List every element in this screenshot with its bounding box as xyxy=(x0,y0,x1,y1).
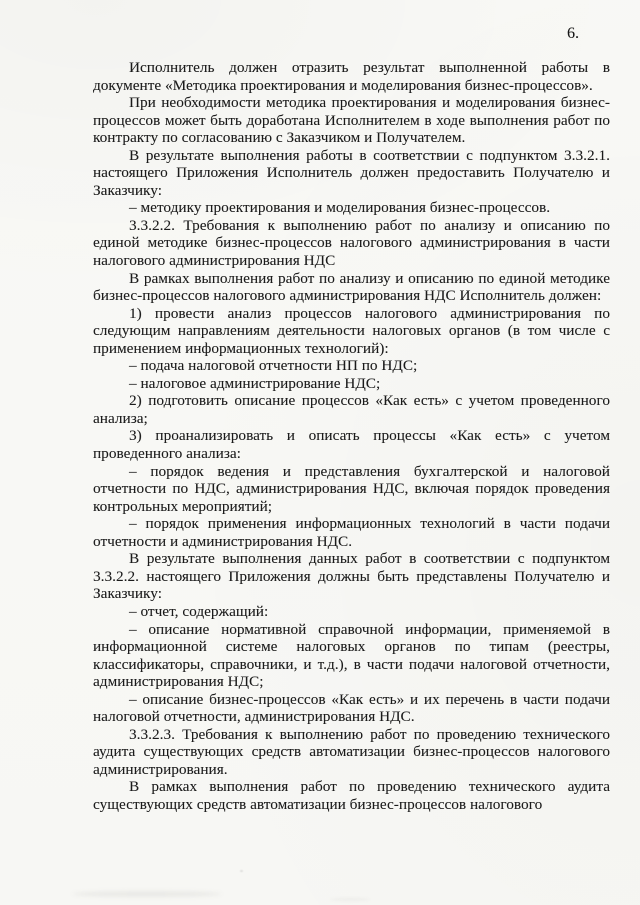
paragraph: 3.3.2.3. Требования к выполнению работ по проведению технического аудита существующих средств автоматизации бизнес-процессов налогового администрирования. xyxy=(93,725,610,778)
scan-speck-artifact xyxy=(330,898,370,901)
paragraph: 3.3.2.2. Требования к выполнению работ по анализу и описанию по единой методике бизнес-процессов налогового администрирования в части налогового администрирования НДС xyxy=(93,216,610,270)
page-number: 6. xyxy=(567,25,579,42)
paragraph: В результате выполнения работы в соответствии с подпунктом 3.3.2.1. настоящего Приложения Исполнитель должен предоставить Получателю и Заказчику: xyxy=(93,146,610,199)
paragraph: 3) проанализировать и описать процессы «Как есть» с учетом проведенного анализа: xyxy=(93,427,610,463)
paragraph: В рамках выполнения работ по проведению технического аудита существующих средств автоматизации бизнес-процессов налогового xyxy=(93,778,610,813)
paragraph: 1) провести анализ процессов налогового администрирования по следующим направлениям деятельности налоговых органов (в том числе с применением информационных технологий): xyxy=(93,304,610,357)
paragraph: – порядок применения информационных технологий в части подачи отчетности и администрирования НДС. xyxy=(93,515,610,550)
paragraph: – описание бизнес-процессов «Как есть» и их перечень в части подачи налоговой отчетности, администрирования НДС. xyxy=(93,690,610,726)
paragraph: Исполнитель должен отразить результат выполненной работы в документе «Методика проектирования и моделирования бизнес-процессов». xyxy=(93,59,610,94)
scan-smudge-artifact xyxy=(72,891,222,897)
paragraph: 2) подготовить описание процессов «Как есть» с учетом проведенного анализа; xyxy=(93,392,610,427)
paragraph: – налоговое администрирование НДС; xyxy=(129,374,381,392)
paragraph: – отчет, содержащий: xyxy=(129,602,269,620)
paragraph: – подача налоговой отчетности НП по НДС; xyxy=(129,357,418,375)
scan-speck-artifact xyxy=(240,870,243,872)
paragraph: – порядок ведения и представления бухгалтерской и налоговой отчетности по НДС, администрирования НДС, включая порядок проведения контрольных мероприятий; xyxy=(93,462,610,515)
paragraph: В рамках выполнения работ по анализу и описанию по единой методике бизнес-процессов налогового администрирования НДС Исполнитель должен: xyxy=(93,269,610,305)
paragraph: – описание нормативной справочной информации, применяемой в информационной системе налоговых органов по типам (реестры, классификаторы, справочники, и т.д.), в части подачи налоговой отчетности, администрирования НДС; xyxy=(93,620,610,691)
document-body xyxy=(93,59,610,814)
paragraph: – методику проектирования и моделирования бизнес-процессов. xyxy=(129,199,551,217)
paragraph: При необходимости методика проектирования и моделирования бизнес-процессов может быть доработана Исполнителем в ходе выполнения работ по контракту по согласованию с Заказчиком и Получателем. xyxy=(93,94,610,147)
paragraph: В результате выполнения данных работ в соответствии с подпунктом 3.3.2.2. настоящего Приложения должны быть представлены Получателю и Заказчику: xyxy=(93,550,610,603)
